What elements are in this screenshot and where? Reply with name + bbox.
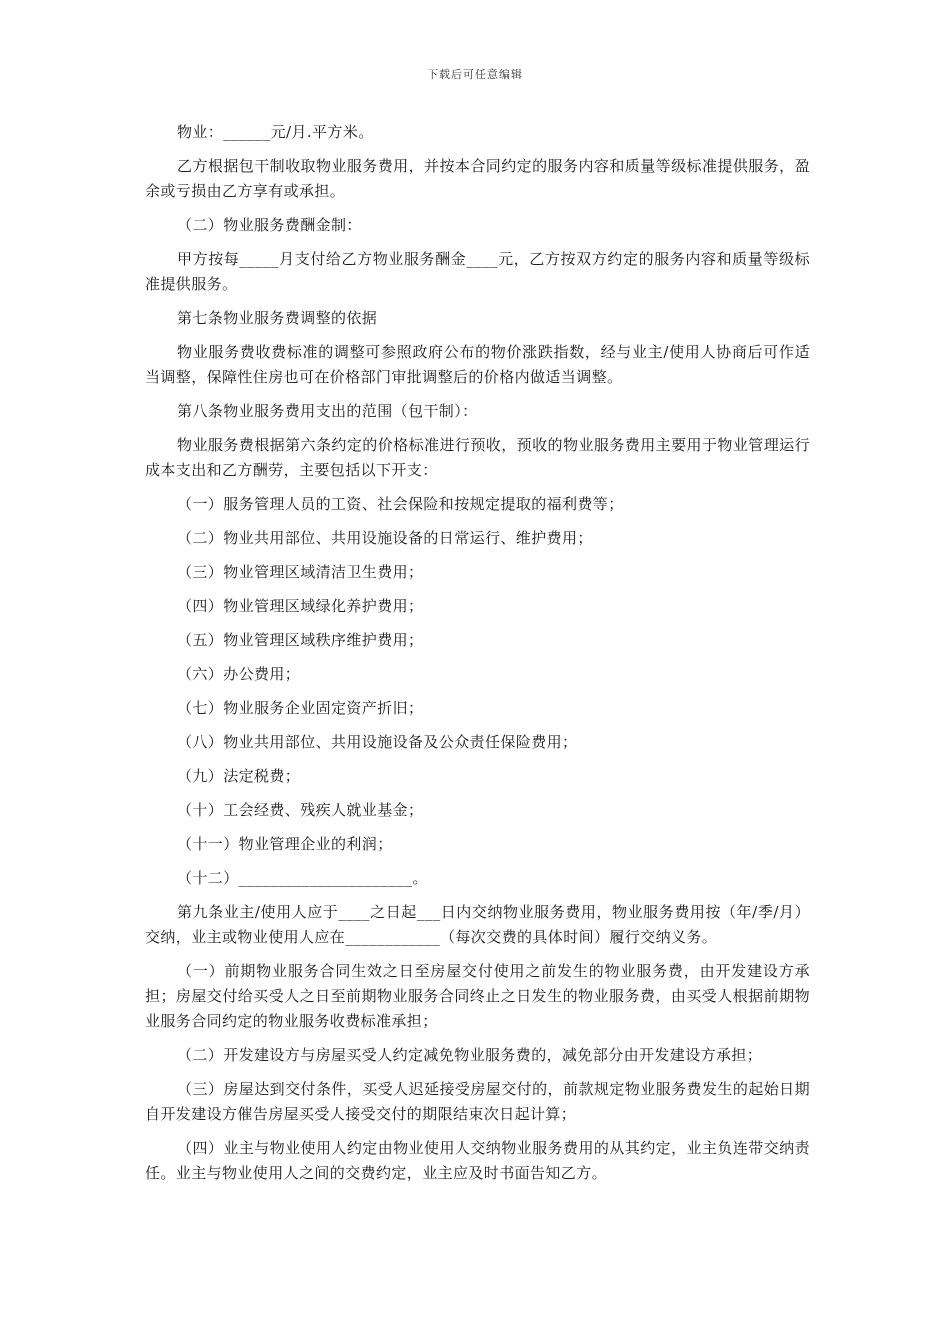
list-item: （十二）______________________。 xyxy=(177,869,428,887)
page-header: 下载后可任意编辑 xyxy=(427,68,523,81)
list-item: （十一）物业管理企业的利润； xyxy=(177,835,393,853)
list-item: （十）工会经费、残疾人就业基金； xyxy=(177,801,424,819)
paragraph-fee-adjustment: 物业服务费收费标准的调整可参照政府公布的物价涨跌指数，经与业主/使用人协商后可作适当调整，保障性住房也可在价格部门审批调整后的价格内做适当调整。 xyxy=(145,343,810,386)
list-item: （二）物业共用部位、共用设施设备的日常运行、维护费用； xyxy=(177,529,593,547)
list-item: （一）前期物业服务合同生效之日至房屋交付使用之前发生的物业服务费，由开发建设方承担；房屋交付给买受人之日至前期物业服务合同终止之日发生的物业服务费，由买受人根据前期物业服务合同约定的物业服务收费标准承担； xyxy=(145,962,810,1030)
article-eight-heading: 第八条物业服务费用支出的范围（包干制）： xyxy=(177,402,478,420)
paragraph-expense-scope: 物业服务费根据第六条约定的价格标准进行预收，预收的物业服务费用主要用于物业管理运行成本支出和乙方酬劳，主要包括以下开支： xyxy=(145,436,810,479)
list-item: （五）物业管理区域秩序维护费用； xyxy=(177,631,424,649)
list-item: （六）办公费用； xyxy=(177,665,301,683)
list-item: （二）开发建设方与房屋买受人约定减免物业服务费的，减免部分由开发建设方承担； xyxy=(177,1046,763,1064)
list-item: （四）业主与物业使用人约定由物业使用人交纳物业服务费用的从其约定，业主负连带交纳责任。业主与物业使用人之间的交费约定，业主应及时书面告知乙方。 xyxy=(145,1139,810,1182)
paragraph-commission-payment: 甲方按每_____月支付给乙方物业服务酬金____元，乙方按双方约定的服务内容和质量等级标准提供服务。 xyxy=(145,250,810,293)
article-seven-heading: 第七条物业服务费调整的依据 xyxy=(177,309,378,327)
paragraph-property-fee-rate: 物业：______元/月.平方米。 xyxy=(177,123,374,141)
paragraph-lump-sum-system: 乙方根据包干制收取物业服务费用，并按本合同约定的服务内容和质量等级标准提供服务，盈余或亏损由乙方享有或承担。 xyxy=(145,157,810,200)
list-item: （七）物业服务企业固定资产折旧； xyxy=(177,699,424,717)
list-item: （三）房屋达到交付条件，买受人迟延接受房屋交付的，前款规定物业服务费发生的起始日期自开发建设方催告房屋买受人接受交付的期限结束次日起计算； xyxy=(145,1080,810,1123)
article-nine-paragraph: 第九条业主/使用人应于____之日起___日内交纳物业服务费用，物业服务费用按（年/季/月）交纳，业主或物业使用人应在____________（每次交费的具体时间）履行交纳义务。 xyxy=(145,903,810,946)
list-item: （一）服务管理人员的工资、社会保险和按规定提取的福利费等； xyxy=(177,495,624,513)
document-body xyxy=(145,120,810,1195)
list-item: （四）物业管理区域绿化养护费用； xyxy=(177,597,424,615)
list-item: （九）法定税费； xyxy=(177,767,301,785)
paragraph-commission-heading: （二）物业服务费酬金制： xyxy=(177,216,362,234)
list-item: （八）物业共用部位、共用设施设备及公众责任保险费用； xyxy=(177,733,578,751)
list-item: （三）物业管理区域清洁卫生费用； xyxy=(177,563,424,581)
